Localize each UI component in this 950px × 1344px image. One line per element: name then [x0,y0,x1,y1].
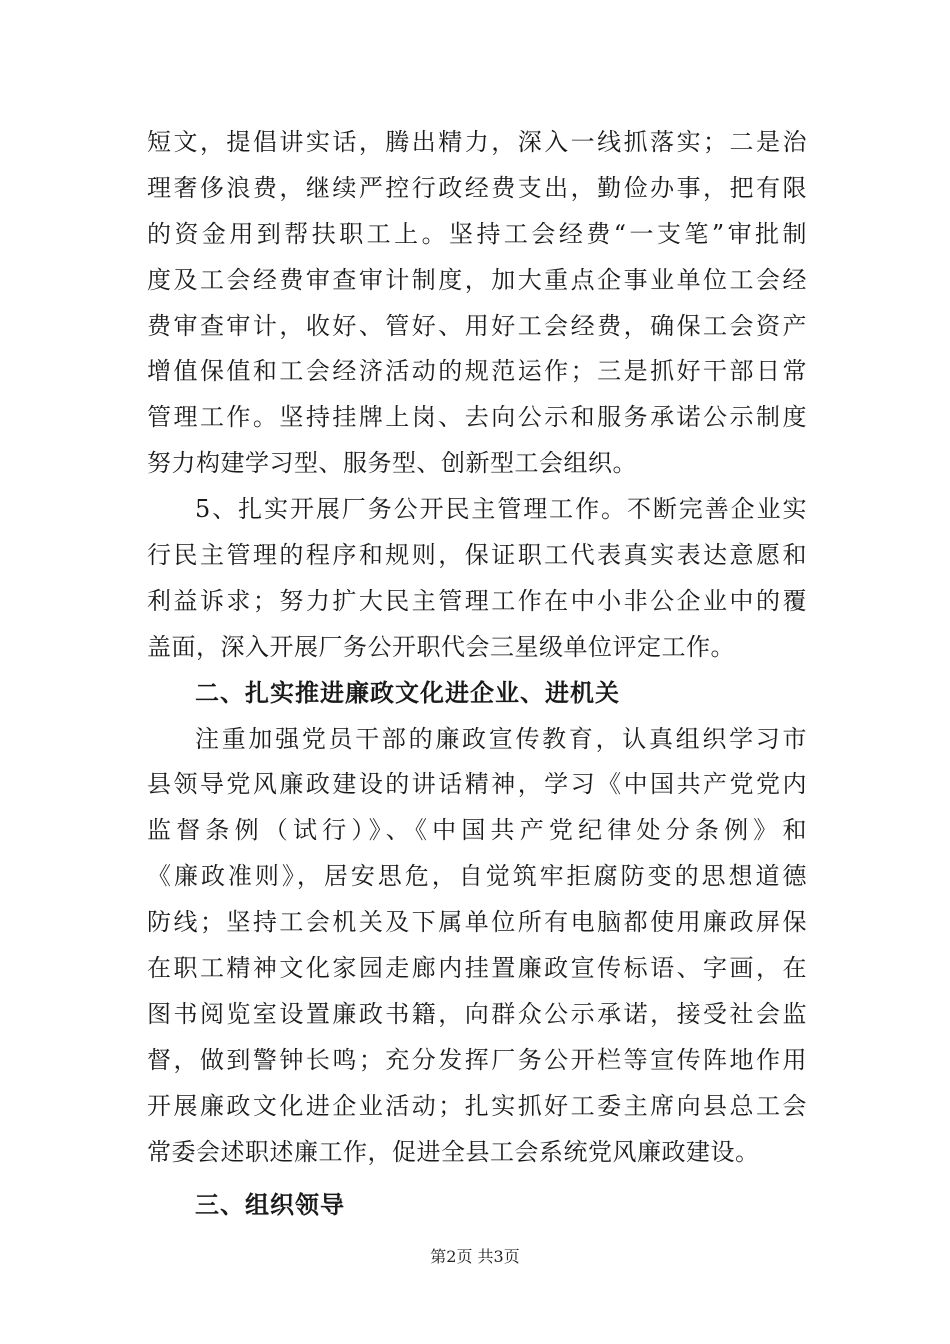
paragraph-1 [147,120,807,487]
section-gap [147,1175,807,1183]
text-line: 短文，提倡讲实话，腾出精力，深入一线抓落实；二是治 [147,128,807,156]
document-body [147,120,807,1229]
text-line: 增值保值和工会经济活动的规范运作；三是抓好干部日常 [147,357,807,386]
text-line: 管理工作。坚持挂牌上岗、去向公示和服务承诺公示制度 [147,403,807,432]
text-line: 防线；坚持工会机关及下属单位所有电脑都使用廉政屏保 [147,908,807,937]
text-line: 监督条例（试行）》、《中国共产党纪律处分条例》和 [147,816,807,845]
text-line: 费审查审计，收好、管好、用好工会经费，确保工会资产 [147,311,807,340]
text-line: 督，做到警钟长鸣；充分发挥厂务公开栏等宣传阵地作用 [147,1045,807,1074]
text-line: 开展廉政文化进企业活动；扎实抓好工委主席向县总工会 [147,1091,807,1120]
text-line: 《廉政准则》，居安思危，自觉筑牢拒腐防变的思想道德 [147,862,807,891]
text-line: 图书阅览室设置廉政书籍，向群众公示承诺，接受社会监 [147,999,807,1028]
text-line: 在职工精神文化家园走廊内挂置廉政宣传标语、字画，在 [147,954,807,983]
text-line: 常委会述职述廉工作，促进全县工会系统党风廉政建设。 [147,1137,760,1166]
text-line: 努力构建学习型、服务型、创新型工会组织。 [147,449,637,478]
text-line: 度及工会经费审查审计制度，加大重点企事业单位工会经 [147,265,807,294]
section-heading-2: 二、扎实推进廉政文化进企业、进机关 [195,678,620,707]
text-line: 5、扎实开展厂务公开民主管理工作。不断完善企业实 [195,495,807,524]
text-line: 的资金用到帮扶职工上。坚持工会经费“一支笔”审批制 [147,219,807,248]
paragraph-3 [147,717,807,1176]
page-number-footer: 第2页 共3页 [430,1247,520,1266]
text-line: 注重加强党员干部的廉政宣传教育，认真组织学习市 [195,724,807,753]
section-heading-3: 三、组织领导 [195,1191,345,1220]
paragraph-2 [147,487,807,671]
text-line: 县领导党风廉政建设的讲话精神，学习《中国共产党党内 [147,770,807,799]
text-line: 理奢侈浪费，继续严控行政经费支出，勤俭办事，把有限 [147,173,807,202]
text-line: 利益诉求；努力扩大民主管理工作在中小非公企业中的覆 [147,586,807,615]
text-line: 行民主管理的程序和规则，保证职工代表真实表达意愿和 [147,541,807,570]
text-line: 盖面，深入开展厂务公开职代会三星级单位评定工作。 [147,632,735,661]
